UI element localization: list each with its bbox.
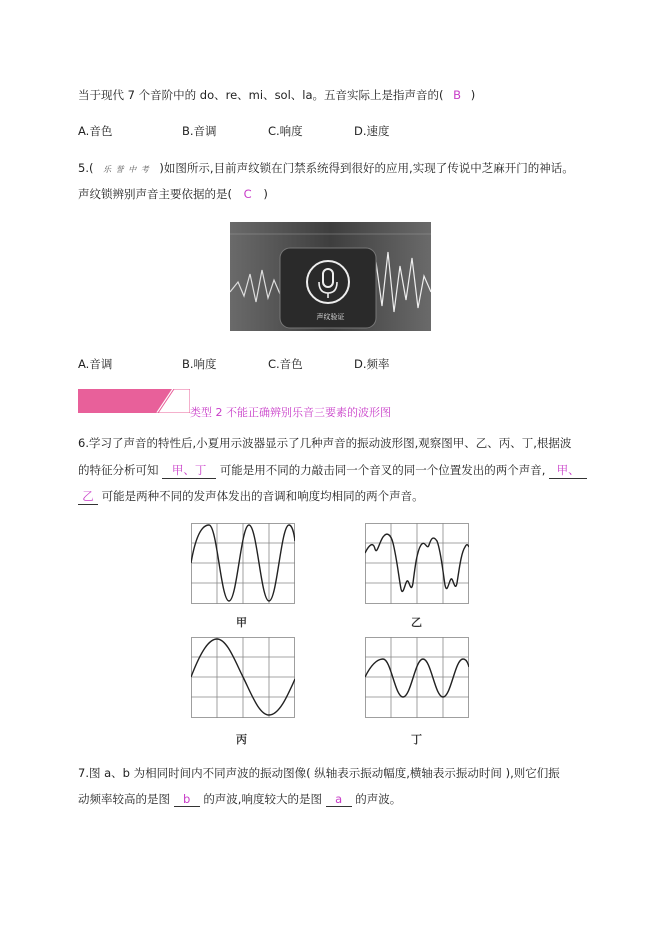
waveform-jia [191,523,295,604]
q4-close: ) [470,88,476,102]
q6-line2-a: 的特征分析可知 [78,463,159,477]
q5-close: ) [263,187,268,201]
q4-option-d: D.速度 [354,124,390,138]
section-banner [78,389,190,413]
q4-stem [78,87,475,103]
q5-stem2: 声纹锁辨别声音主要依据的是( [78,187,232,201]
q5-answer: C [243,187,252,201]
q4-option-a: A.音色 [78,124,113,138]
q6-line1: 6.学习了声音的特性后,小夏用示波器显示了几种声音的振动波形图,观察图甲、乙、丙、丁,根据波 [78,436,572,450]
q5-source-tag: 乐 誉 中 考 [103,165,150,174]
q5-line2 [78,186,268,202]
q5-stem1: )如图所示,目前声纹锁在门禁系统得到很好的应用,实现了传说中芝麻开门的神话。 [159,161,574,175]
q7-answer-2: a [326,792,352,807]
waveform-ding [365,637,469,718]
q7-line2-c: 的声波。 [355,792,402,806]
voiceprint-lock-photo [230,222,431,331]
q5-option-c: C.音色 [268,357,303,371]
waveform-yi [365,523,469,604]
q6-answer-2b: 乙 [78,488,98,505]
q6-answer-1: 甲、丁 [162,462,216,479]
q6-line2 [78,462,587,479]
q5-option-d: D.频率 [354,357,390,371]
q6-line3 [78,488,424,505]
caption-yi: 乙 [411,616,422,629]
waveform-bing [191,637,295,718]
q5-number: 5.( [78,161,94,175]
q7-line2-a: 动频率较高的是图 [78,792,170,806]
caption-bing: 丙 [236,733,247,746]
q5-line1 [78,160,574,176]
q4-answer: B [453,88,462,102]
q7-line1: 7.图 a、b 为相同时间内不同声波的振动图像( 纵轴表示振动幅度,横轴表示振动时间 ),则它们振 [78,766,560,780]
section-title: 类型 2 不能正确辨别乐音三要素的波形图 [190,406,391,419]
voiceprint-label: 声纹验证 [316,313,345,321]
q7-answer-1: b [174,792,200,807]
caption-ding: 丁 [411,733,422,746]
caption-jia: 甲 [236,616,247,629]
q4-option-b: B.音调 [182,124,217,138]
q6-line3-b: 可能是两种不同的发声体发出的音调和响度均相同的两个声音。 [101,489,424,503]
q7-line2-b: 的声波,响度较大的是图 [203,792,322,806]
q5-option-a: A.音调 [78,357,113,371]
q6-answer-2a: 甲、 [549,462,587,479]
q4-stem-text: 当于现代 7 个音阶中的 do、re、mi、sol、la。五音实际上是指声音的( [78,88,444,102]
q6-line2-b: 可能是用不同的力敲击同一个音叉的同一个位置发出的两个声音, [219,463,546,477]
q5-option-b: B.响度 [182,357,217,371]
q7-line2 [78,791,401,807]
q4-option-c: C.响度 [268,124,303,138]
